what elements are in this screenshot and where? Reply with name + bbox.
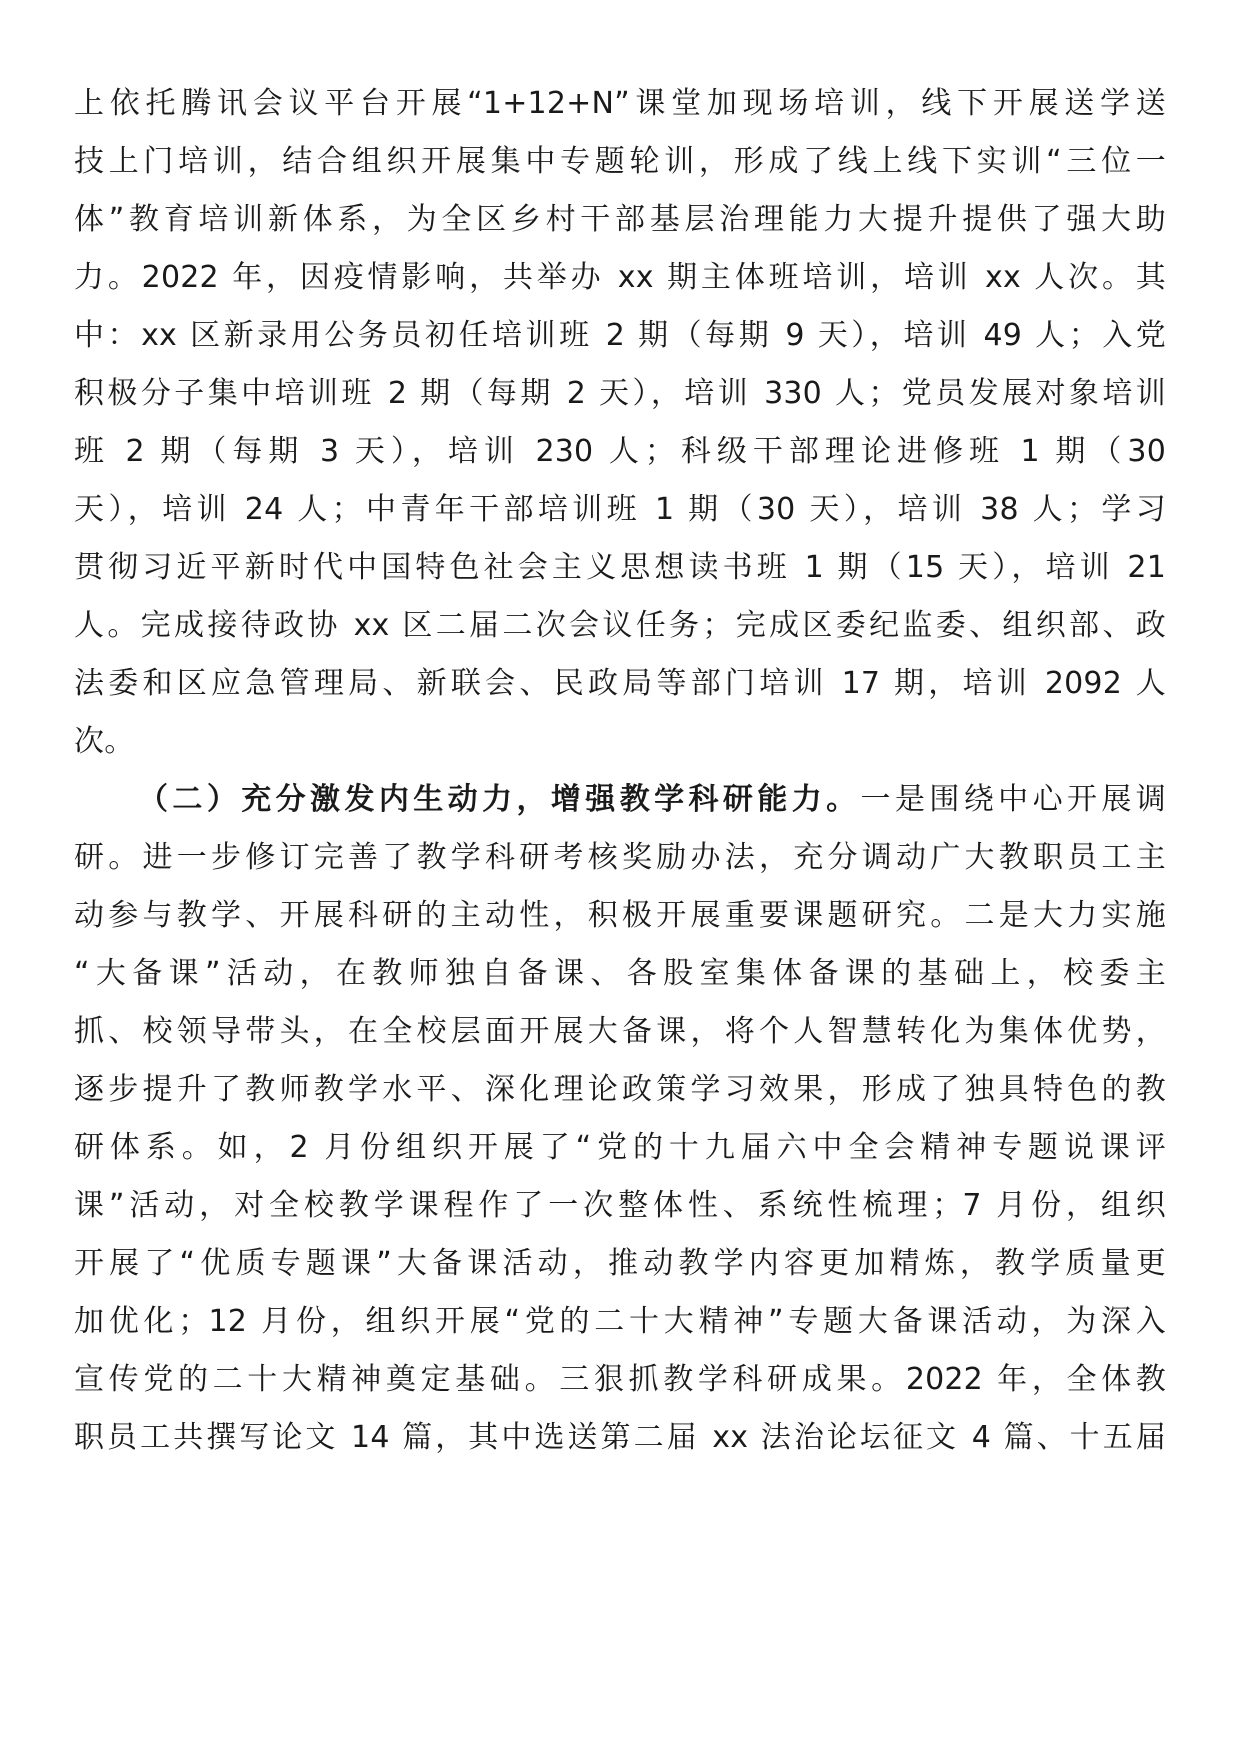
paragraph-line: 次。 xyxy=(74,724,135,759)
paragraph-line: 研。进一步修订完善了教学科研考核奖励办法，充分调动广大教职员工主 xyxy=(74,840,1166,875)
paragraph-line: 职员工共撰写论文 14 篇，其中选送第二届 xx 法治论坛征文 4 篇、十五届 xyxy=(74,1420,1166,1455)
paragraph-line: 中：xx 区新录用公务员初任培训班 2 期（每期 9 天），培训 49 人；入党 xyxy=(74,318,1166,353)
paragraph-line: 技上门培训，结合组织开展集中专题轮训，形成了线上线下实训“三位一 xyxy=(74,144,1166,179)
paragraph-line: 研体系。如，2 月份组织开展了“党的十九届六中全会精神专题说课评 xyxy=(74,1130,1166,1165)
paragraph-line: 开展了“优质专题课”大备课活动，推动教学内容更加精炼，教学质量更 xyxy=(74,1246,1166,1281)
paragraph-line: 力。2022 年，因疫情影响，共举办 xx 期主体班培训，培训 xx 人次。其 xyxy=(74,260,1166,295)
paragraph-line: “大备课”活动，在教师独自备课、各股室集体备课的基础上，校委主 xyxy=(74,956,1166,991)
paragraph-line: 贯彻习近平新时代中国特色社会主义思想读书班 1 期（15 天），培训 21 xyxy=(74,550,1166,585)
paragraph-line: 加优化；12 月份，组织开展“党的二十大精神”专题大备课活动，为深入 xyxy=(74,1304,1166,1339)
section-heading-line xyxy=(138,776,1166,824)
paragraph-line: 积极分子集中培训班 2 期（每期 2 天），培训 330 人；党员发展对象培训 xyxy=(74,376,1166,411)
section-heading: （二）充分激发内生动力，增强教学科研能力。 xyxy=(138,782,861,817)
paragraph-line: 动参与教学、开展科研的主动性，积极开展重要课题研究。二是大力实施 xyxy=(74,898,1166,933)
paragraph-line: 班 2 期（每期 3 天），培训 230 人；科级干部理论进修班 1 期（30 xyxy=(74,434,1166,469)
paragraph-line: 天），培训 24 人；中青年干部培训班 1 期（30 天），培训 38 人；学习 xyxy=(74,492,1166,527)
paragraph-line: 人。完成接待政协 xx 区二届二次会议任务；完成区委纪监委、组织部、政 xyxy=(74,608,1166,643)
paragraph-line: 法委和区应急管理局、新联会、民政局等部门培训 17 期，培训 2092 人 xyxy=(74,666,1166,701)
paragraph-line: 宣传党的二十大精神奠定基础。三狠抓教学科研成果。2022 年，全体教 xyxy=(74,1362,1166,1397)
paragraph-line: 课”活动，对全校教学课程作了一次整体性、系统性梳理；7 月份，组织 xyxy=(74,1188,1166,1223)
paragraph-line: 上依托腾讯会议平台开展“1+12+N”课堂加现场培训，线下开展送学送 xyxy=(74,86,1166,121)
paragraph-line: 逐步提升了教师教学水平、深化理论政策学习效果，形成了独具特色的教 xyxy=(74,1072,1166,1107)
paragraph-line: 抓、校领导带头，在全校层面开展大备课，将个人智慧转化为集体优势， xyxy=(74,1014,1166,1049)
paragraph-line: 体”教育培训新体系，为全区乡村干部基层治理能力大提升提供了强大助 xyxy=(74,202,1166,237)
section-heading-continuation: 一是围绕中心开展调 xyxy=(860,782,1166,817)
